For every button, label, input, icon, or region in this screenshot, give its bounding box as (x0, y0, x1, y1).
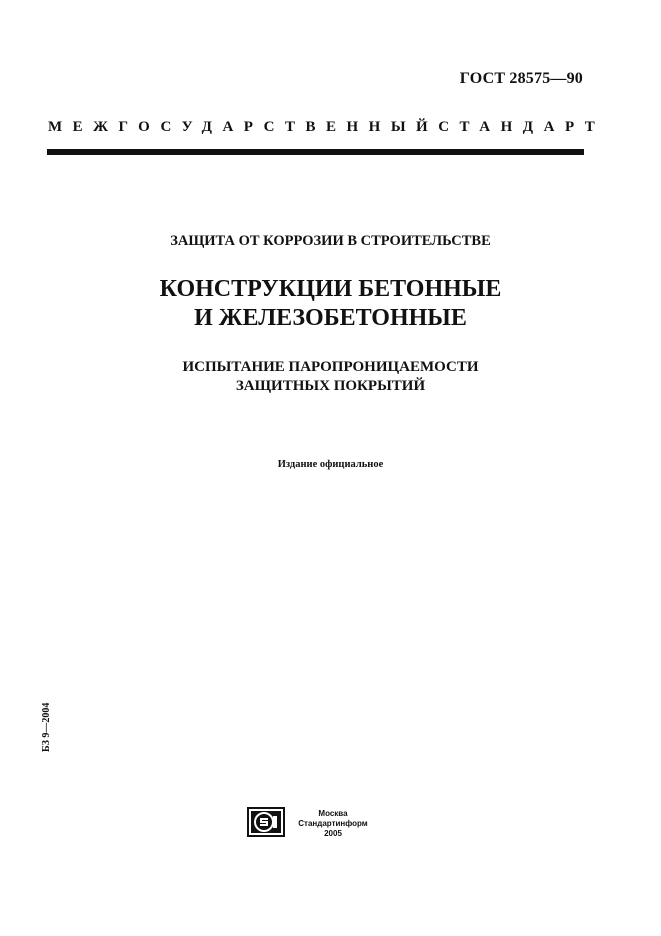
publisher-year: 2005 (324, 829, 342, 838)
standard-word: СТАНДАРТ (438, 119, 606, 135)
edition-label: Издание официальное (277, 459, 384, 470)
interstate-standard-heading (48, 119, 606, 136)
standartinform-logo-icon (247, 807, 285, 837)
publisher-block (288, 809, 378, 839)
interstate-word: МЕЖГОСУДАРСТВЕННЫЙ (48, 119, 439, 135)
title-line: И ЖЕЛЕЗОБЕТОННЫЕ (194, 305, 467, 331)
subject-heading: ЗАЩИТА ОТ КОРРОЗИИ В СТРОИТЕЛЬСТВЕ (170, 233, 491, 249)
publisher-name: Стандартинформ (298, 819, 368, 828)
publisher-city: Москва (318, 809, 348, 818)
subtitle-line: ИСПЫТАНИЕ ПАРОПРОНИЦАЕМОСТИ (182, 359, 479, 375)
document-title (0, 275, 661, 333)
document-number: ГОСТ 28575—90 (459, 70, 583, 87)
side-code: БЗ 9—2004 (41, 702, 52, 752)
document-subtitle (0, 358, 661, 396)
subtitle-line: ЗАЩИТНЫХ ПОКРЫТИЙ (235, 378, 426, 394)
header-rule (47, 149, 584, 155)
title-line: КОНСТРУКЦИИ БЕТОННЫЕ (159, 276, 502, 302)
